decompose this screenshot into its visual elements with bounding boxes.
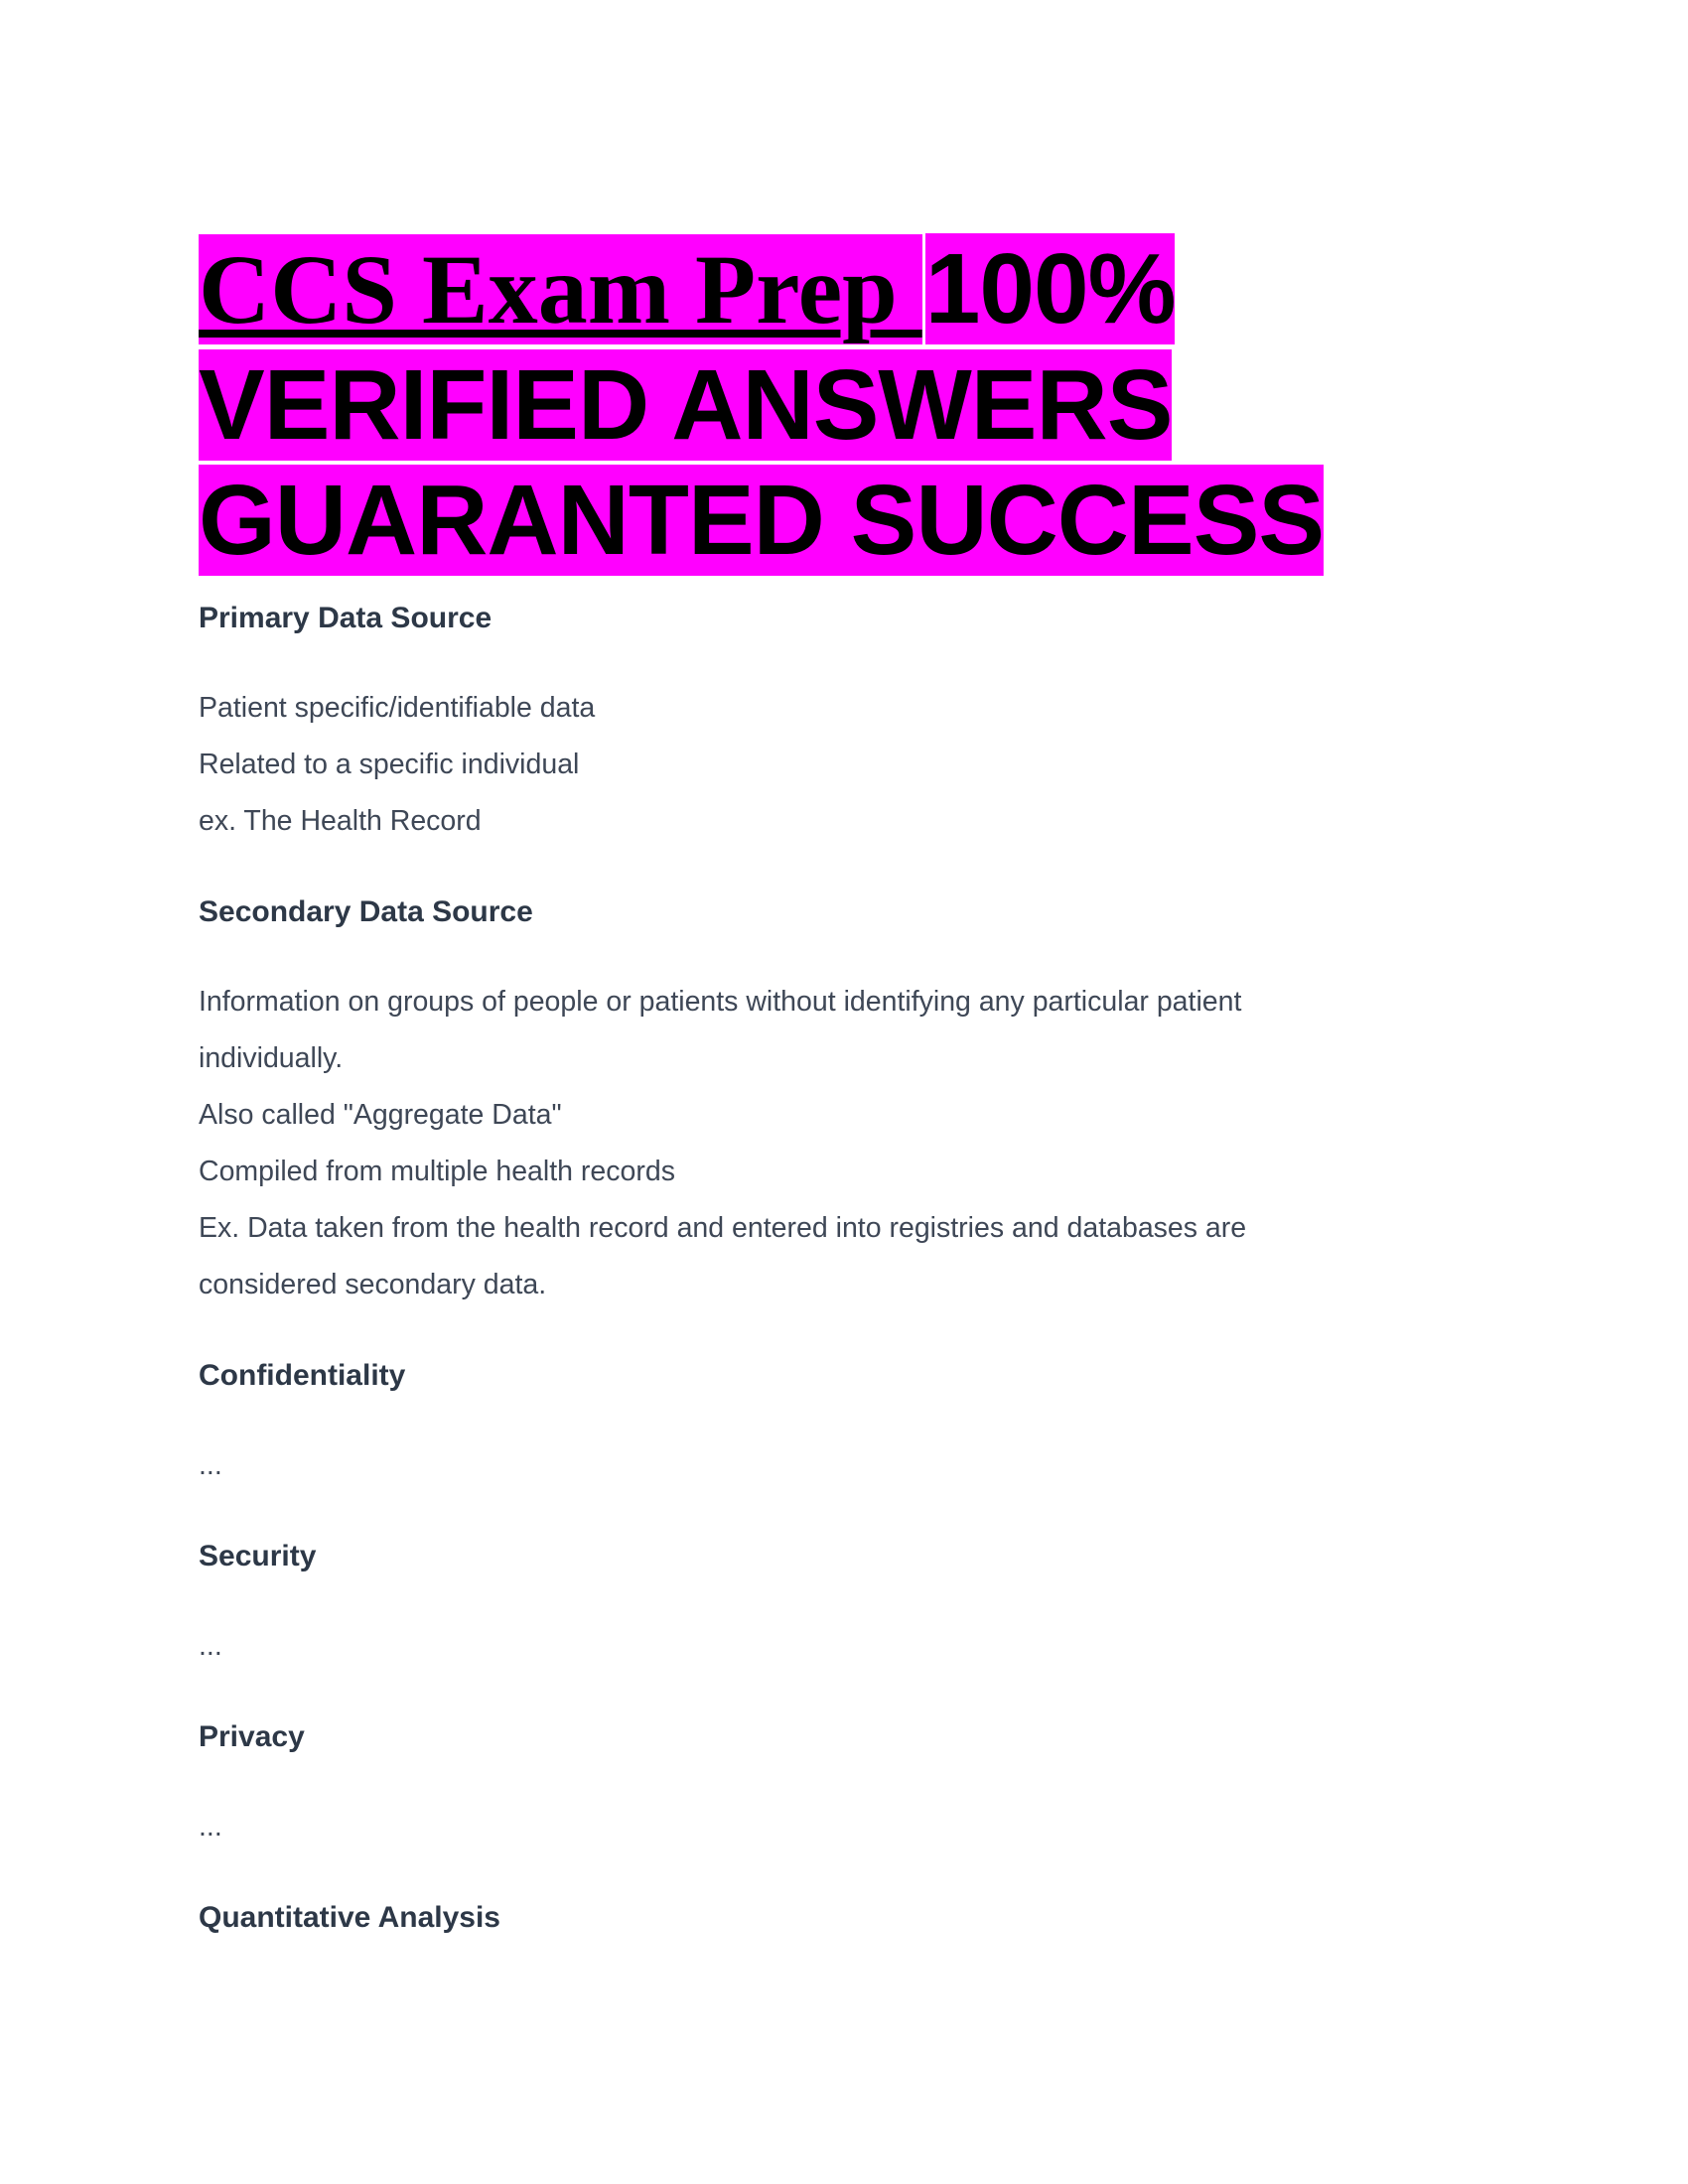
- section-body: Patient specific/identifiable data Related to a specific individual ex. The Health Record: [199, 692, 596, 837]
- title-line3: GUARANTED SUCCESS: [199, 465, 1325, 576]
- document-sections: [199, 590, 1489, 1946]
- section-heading: Confidentiality: [199, 1359, 406, 1392]
- title-line2: VERIFIED ANSWERS: [199, 349, 1173, 461]
- section-body: ...: [199, 1630, 222, 1662]
- title-serif-underlined-part: CCS Exam Prep: [199, 234, 922, 344]
- section-body: ...: [199, 1449, 222, 1481]
- section-body: Information on groups of people or patients without identifying any particular patient individually. Also called "Aggregate Data" Compiled from multiple health records Ex. Data taken from the health record and entered into registries and databases are considered secondary data.: [199, 986, 1247, 1300]
- section-body: ...: [199, 1811, 222, 1843]
- title-percent-part: 100%: [924, 233, 1176, 344]
- section-heading: Privacy: [199, 1720, 305, 1753]
- section-heading: Quantitative Analysis: [199, 1901, 500, 1934]
- document-title: [199, 231, 1489, 578]
- section-heading: Security: [199, 1540, 317, 1572]
- section-heading: Secondary Data Source: [199, 895, 533, 928]
- section-heading: Primary Data Source: [199, 602, 492, 634]
